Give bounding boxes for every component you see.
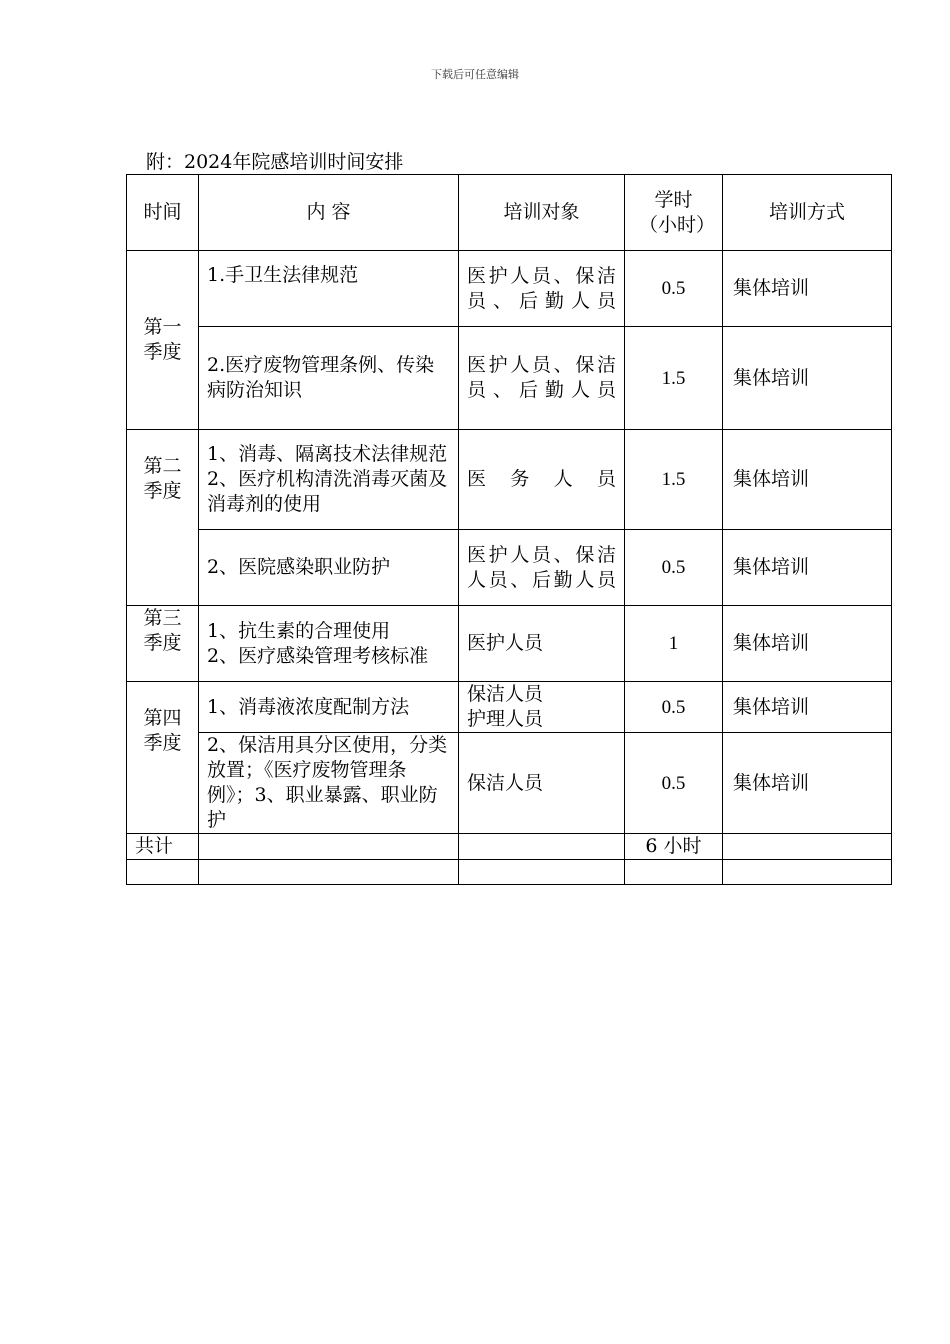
content-cell: 1、消毒液浓度配制方法 xyxy=(199,682,459,733)
method-cell: 集体培训 xyxy=(723,606,892,682)
target-cell: 保洁人员 护理人员 xyxy=(459,682,625,733)
content-cell: 1、抗生素的合理使用 2、医疗感染管理考核标准 xyxy=(199,606,459,682)
quarter-cell: 第一季度 xyxy=(127,251,199,430)
empty-cell xyxy=(199,834,459,860)
hours-cell: 0.5 xyxy=(625,682,723,733)
training-schedule-table xyxy=(126,174,892,885)
target-cell: 医护人员、保洁人员、后勤人员 xyxy=(459,530,625,606)
table-row xyxy=(127,430,892,530)
target-cell: 保洁人员 xyxy=(459,733,625,834)
header-content: 内 容 xyxy=(199,175,459,251)
method-cell: 集体培训 xyxy=(723,251,892,327)
empty-cell xyxy=(459,834,625,860)
content-cell: 1、消毒、隔离技术法律规范 2、医疗机构清洗消毒灭菌及消毒剂的使用 xyxy=(199,430,459,530)
total-label: 共计 xyxy=(127,834,199,860)
method-cell: 集体培训 xyxy=(723,530,892,606)
quarter-cell: 第二季度 xyxy=(127,430,199,606)
hours-cell: 1 xyxy=(625,606,723,682)
target-cell: 医务人员 xyxy=(459,430,625,530)
target-cell: 医护人员、保洁员、后勤人员 xyxy=(459,251,625,327)
content-cell: 1.手卫生法律规范 xyxy=(199,251,459,327)
watermark-text: 下载后可任意编辑 xyxy=(431,68,519,81)
hours-cell: 1.5 xyxy=(625,430,723,530)
hours-cell: 0.5 xyxy=(625,530,723,606)
table-row xyxy=(127,606,892,682)
table-row xyxy=(127,251,892,327)
empty-cell xyxy=(199,860,459,885)
target-cell: 医护人员 xyxy=(459,606,625,682)
total-row xyxy=(127,834,892,860)
target-cell: 医护人员、保洁员、后勤人员 xyxy=(459,327,625,430)
hours-cell: 0.5 xyxy=(625,733,723,834)
table-header-row xyxy=(127,175,892,251)
hours-cell: 0.5 xyxy=(625,251,723,327)
table-row xyxy=(127,530,892,606)
content-cell: 2.医疗废物管理条例、传染病防治知识 xyxy=(199,327,459,430)
empty-cell xyxy=(459,860,625,885)
method-cell: 集体培训 xyxy=(723,430,892,530)
header-hours: 学时（小时） xyxy=(625,175,723,251)
header-method: 培训方式 xyxy=(723,175,892,251)
table-row xyxy=(127,682,892,733)
quarter-cell: 第三季度 xyxy=(127,606,199,682)
method-cell: 集体培训 xyxy=(723,682,892,733)
header-target: 培训对象 xyxy=(459,175,625,251)
table-row xyxy=(127,327,892,430)
empty-cell xyxy=(723,860,892,885)
method-cell: 集体培训 xyxy=(723,733,892,834)
blank-row xyxy=(127,860,892,885)
hours-cell: 1.5 xyxy=(625,327,723,430)
table-row xyxy=(127,733,892,834)
total-hours: 6 小时 xyxy=(625,834,723,860)
content-cell: 2、医院感染职业防护 xyxy=(199,530,459,606)
empty-cell xyxy=(723,834,892,860)
page-title: 附：2024年院感培训时间安排 xyxy=(146,151,404,173)
header-time: 时间 xyxy=(127,175,199,251)
content-cell: 2、保洁用具分区使用，分类放置；《医疗废物管理条例》；3、职业暴露、职业防护 xyxy=(199,733,459,834)
quarter-cell: 第四季度 xyxy=(127,682,199,834)
empty-cell xyxy=(127,860,199,885)
empty-cell xyxy=(625,860,723,885)
method-cell: 集体培训 xyxy=(723,327,892,430)
